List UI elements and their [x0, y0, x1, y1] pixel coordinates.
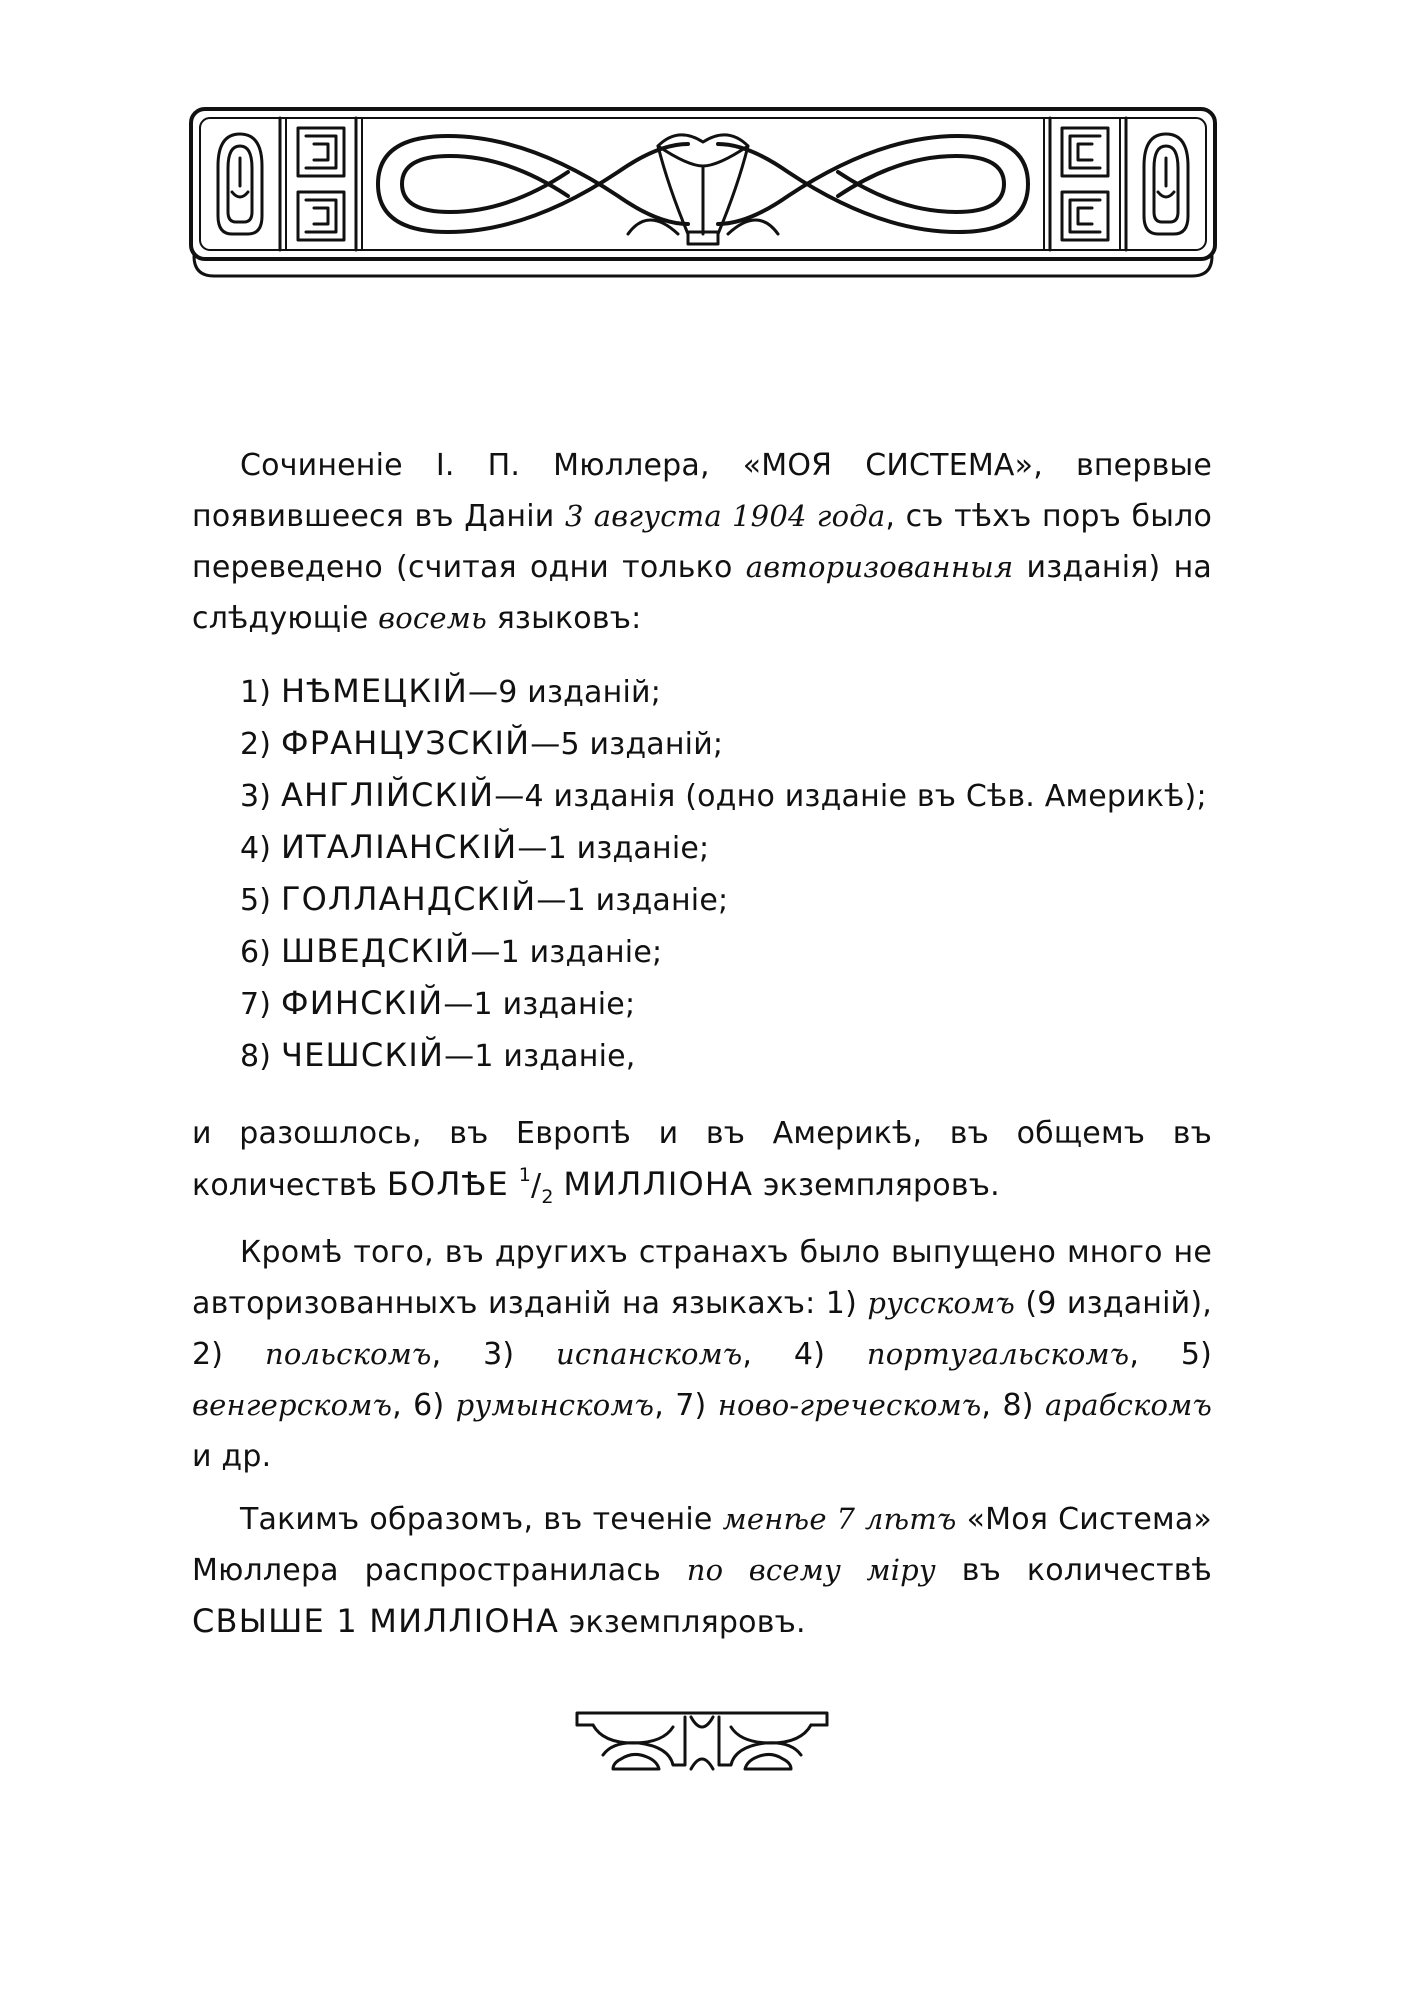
list-item: 7) ФИНСКІЙ—1 изданіе;: [240, 984, 636, 1022]
list-item: 6) ШВЕДСКІЙ—1 изданіе;: [240, 932, 663, 970]
main-text: [192, 440, 1212, 1648]
list-item: 2) ФРАНЦУЗСКІЙ—5 изданій;: [240, 724, 724, 762]
list-item: 8) ЧЕШСКІЙ—1 изданіе,: [240, 1036, 636, 1074]
list-item: 5) ГОЛЛАНДСКІЙ—1 изданіе;: [240, 880, 729, 918]
unauthorized-paragraph: Кромѣ того, въ другихъ странахъ было выпущено много не авторизованныхъ изданій на языкахъ: 1) русскомъ (9 изданій), 2) польскомъ, 3) испанскомъ, 4) португальскомъ, 5) венгерскомъ, 6) румынскомъ, 7) ново-греческомъ, 8) арабскомъ и др.: [192, 1235, 1213, 1474]
conclusion-paragraph: Такимъ образомъ, въ теченіе менѣе 7 лѣтъ «Моя Система» Мюллера распространилась по всему міру въ количествѣ СВЫШЕ 1 МИЛЛІОНА экземпляровъ.: [192, 1502, 1213, 1640]
list-item: 3) АНГЛІЙСКІЙ—4 изданія (одно изданіе въ Сѣв. Америкѣ);: [240, 776, 1207, 814]
list-item: 4) ИТАЛІАНСКІЙ—1 изданіе;: [240, 828, 710, 866]
languages-list: [240, 666, 1212, 1082]
art-nouveau-header-ornament-icon: [188, 106, 1218, 282]
spread-paragraph: и разошлось, въ Европѣ и въ Америкѣ, въ общемъ въ количествѣ БОЛѢЕ $^1/_2$ МИЛЛІОНА экземпляровъ.: [192, 1116, 1212, 1208]
tailpiece-ornament-icon: [573, 1703, 831, 1775]
list-item: 1) НѢМЕЦКІЙ—9 изданій;: [240, 672, 661, 710]
intro-paragraph: Сочиненіе І. П. Мюллера, «МОЯ СИСТЕМА», впервые появившееся въ Даніи 3 августа 1904 года, съ тѣхъ поръ было переведено (считая одни только авторизованныя изданія) на слѣдующіе восемь языковъ:: [192, 448, 1213, 636]
